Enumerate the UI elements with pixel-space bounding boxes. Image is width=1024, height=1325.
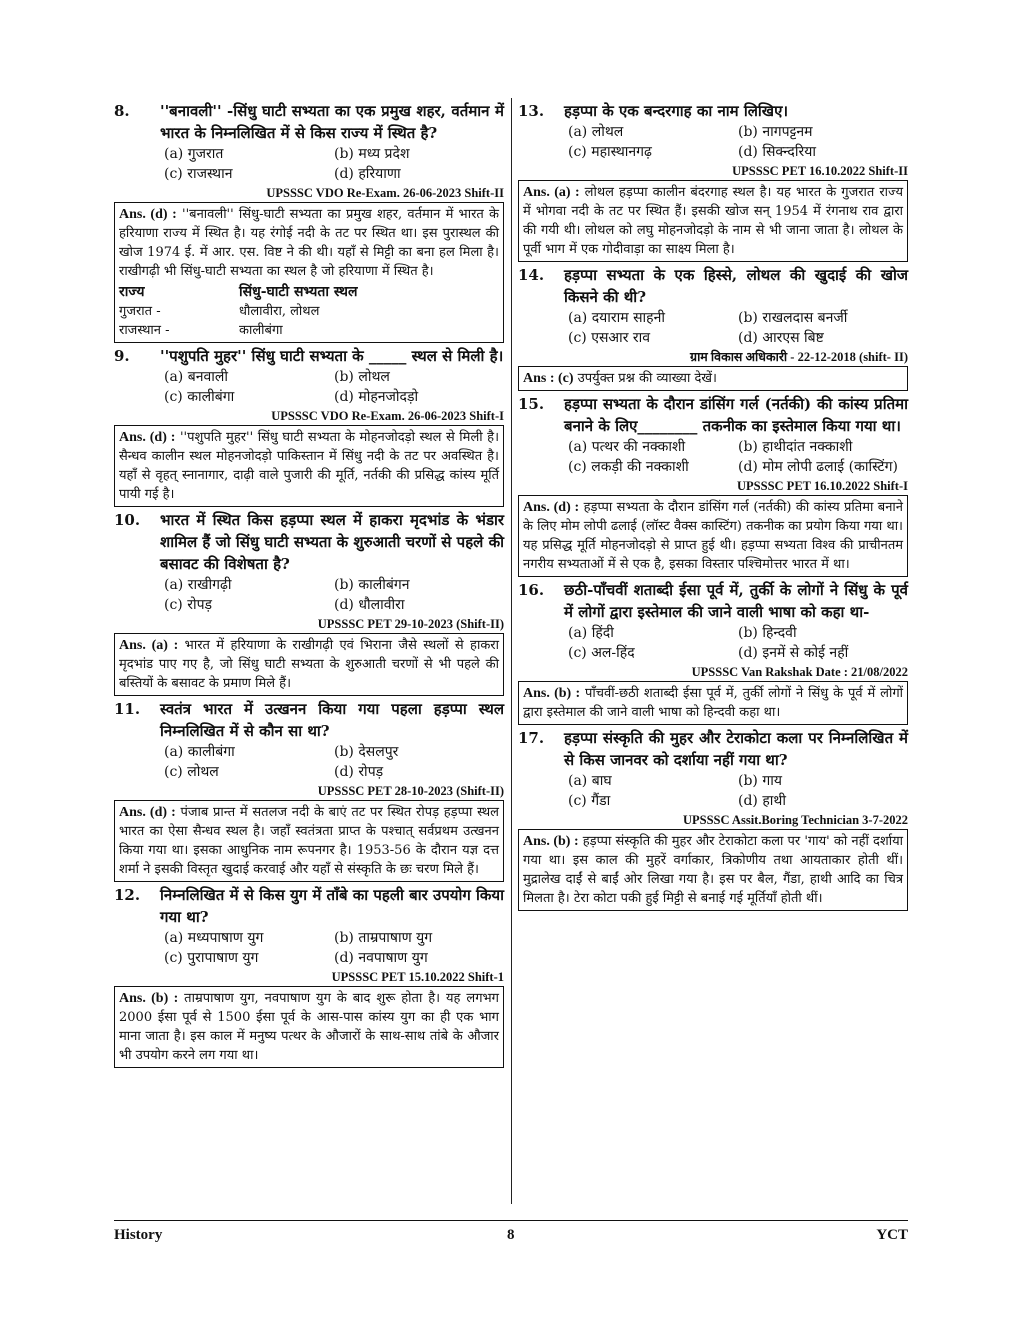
option: (a) हिंदी: [568, 625, 614, 641]
question-text: हड़प्पा संस्कृति की मुहर और टेराकोटा कला पर निम्नलिखित में से किस जानवर को दर्शाया नहीं गया था?: [564, 729, 908, 769]
option: (a) राखीगढ़ी: [164, 577, 232, 593]
option: (b) हाथीदांत नक्काशी: [738, 439, 853, 455]
answer-label: Ans. (d) :: [523, 500, 580, 515]
answer-box: [518, 829, 908, 911]
option: (a) मध्यपाषाण युग: [164, 930, 264, 946]
option: (b) ताम्रपाषाण युग: [334, 930, 433, 946]
option: (b) कालीबंगन: [334, 577, 410, 593]
option: (a) दयाराम साहनी: [568, 310, 665, 326]
answer-text: ''बनावली'' सिंधु-घाटी सभ्यता का प्रमुख शहर, वर्तमान में भारत के हरियाणा राज्य में स्थित है। यह रंगोई नदी के तट पर स्थित था। इस पुरास्थल की खोज 1974 ई. में आर. एस. विष्ट ने की थी। यहाँ से मिट्टी का बना हल मिला है। राखीगढ़ी भी सिंधु-घाटी सभ्यता का स्थल है जो हरियाणा में स्थित है।: [119, 207, 499, 279]
question-text: हड़प्पा के एक बन्दरगाह का नाम लिखिए।: [564, 102, 789, 120]
option: (c) एसआर राव: [568, 330, 651, 346]
column-divider: [511, 98, 512, 1204]
option: (c) राजस्थान: [164, 166, 233, 182]
option: (d) हाथी: [738, 793, 786, 809]
exam-source: UPSSSC VDO Re-Exam. 26-06-2023 Shift-I: [271, 409, 504, 423]
answer-text: पंजाब प्रान्त में सतलज नदी के बाएं तट पर स्थित रोपड़ हड़प्पा स्थल भारत का ऐसा सैन्धव स्थल है। जहाँ स्वतंत्रता प्राप्त के पश्चात् सर्वप्रथम उत्खनन किया गया था। इसका आधुनिक नाम रूपनगर है। 1953-56 के दौरान यज्ञ दत्त शर्मा ने इसकी विस्तृत खुदाई करवाई और यहाँ से संस्कृति के छः चरण मिले हैं।: [119, 805, 499, 877]
answer-text: भारत में हरियाणा के राखीगढ़ी एवं भिराना जैसे स्थलों से हाकरा मृदभांड पाए गए है, जो सिंधु घाटी सभ्यता के शुरुआती चरणों से भी पहले की बस्तियों के बसावट के प्रमाण मिले हैं।: [119, 638, 499, 691]
question: [114, 100, 504, 144]
option: (c) महास्थानगढ़: [568, 144, 652, 160]
option: (b) हिन्दवी: [738, 625, 797, 641]
question-block: [518, 100, 908, 262]
question: [518, 393, 908, 437]
option: (a) बनवाली: [164, 369, 229, 385]
question-number: 8.: [114, 102, 130, 120]
answer-label: Ans. (d) :: [119, 805, 176, 820]
table-header: राज्य: [119, 284, 145, 300]
question-number: 14.: [518, 266, 545, 284]
answer-box: [518, 681, 908, 725]
option: (c) कालीबंगा: [164, 389, 235, 405]
option: (d) नवपाषाण युग: [334, 950, 428, 966]
answer-label: Ans : (c): [523, 371, 574, 386]
options-list: [568, 437, 908, 477]
option: (c) गैंडा: [568, 793, 611, 809]
exam-source: ग्राम विकास अधिकारी - 22-12-2018 (shift- II): [690, 350, 908, 364]
answer-box: [518, 180, 908, 262]
answer-box: [114, 800, 504, 882]
question: [518, 264, 908, 308]
footer-page-number: 8: [507, 1227, 515, 1243]
question-text: ''बनावली'' -सिंधु घाटी सभ्यता का एक प्रमुख शहर, वर्तमान में भारत के निम्नलिखित में से किस राज्य में स्थित है?: [160, 102, 504, 142]
exam-source: UPSSSC Van Rakshak Date : 21/08/2022: [691, 665, 908, 679]
option: (a) पत्थर की नक्काशी: [568, 439, 686, 455]
question-number: 9.: [114, 347, 130, 365]
option: (a) बाघ: [568, 773, 612, 789]
option: (d) मोम लोपी ढलाई (कास्टिंग): [738, 459, 898, 475]
options-list: [568, 771, 908, 811]
question-number: 11.: [114, 700, 141, 718]
question-text: हड़प्पा सभ्यता के एक हिस्से, लोथल की खुदाई की खोज किसने की थी?: [564, 266, 908, 306]
question-number: 10.: [114, 511, 141, 529]
question-block: [114, 884, 504, 1068]
option: (c) लोथल: [164, 764, 219, 780]
question-block: [114, 345, 504, 507]
right-column: [518, 98, 908, 913]
question-number: 17.: [518, 729, 545, 747]
option: (c) लकड़ी की नक्काशी: [568, 459, 689, 475]
options-list: [164, 928, 504, 968]
option: (d) हरियाणा: [334, 166, 401, 182]
footer-brand: YCT: [876, 1227, 908, 1243]
question-text: छठी-पाँचवीं शताब्दी ईसा पूर्व में, तुर्की के लोगों ने सिंधु के पूर्व में लोगों द्वारा इस्तेमाल की जाने वाली भाषा को कहा था-: [564, 581, 908, 621]
option: (b) राखलदास बनर्जी: [738, 310, 848, 326]
answer-text: हड़प्पा संस्कृति की मुहर और टेराकोटा कला पर 'गाय' को नहीं दर्शाया गया था। इस काल की मुहरें वर्गाकार, त्रिकोणीय तथा आयताकार होती थीं। मुद्रालेख दाईं से बाईं ओर लिखा गया है। इस पर बैल, गैंडा, हाथी आदि का चित्र मिलता है। टेरा कोटा पकी हुई मिट्टी से बनाई गई मूर्तियाँ होती थीं।: [523, 834, 903, 906]
option: (d) मोहनजोदड़ो: [334, 389, 419, 405]
table-cell: राजस्थान -: [119, 323, 170, 338]
option: (b) देसलपुर: [334, 744, 399, 760]
footer-subject: History: [114, 1227, 163, 1243]
answer-label: Ans. (b) :: [523, 686, 581, 701]
option: (d) रोपड़: [334, 764, 384, 780]
answer-label: Ans. (d) :: [119, 430, 176, 445]
question: [114, 884, 504, 928]
options-list: [164, 144, 504, 184]
question: [518, 100, 908, 122]
left-column: [114, 98, 504, 1070]
page-footer: [114, 1220, 908, 1243]
question: [114, 698, 504, 742]
table-header: सिंधु-घाटी सभ्यता स्थल: [239, 284, 358, 300]
question-number: 15.: [518, 395, 545, 413]
option: (c) पुरापाषाण युग: [164, 950, 259, 966]
answer-text: हड़प्पा सभ्यता के दौरान डांसिंग गर्ल (नर्तकी) की कांस्य प्रतिमा बनाने के लिए मोम लोपी ढलाई (लॉस्ट वैक्स कास्टिंग) तकनीक का प्रयोग किया गया था। यह प्रसिद्ध मूर्ति मोहनजोदड़ो से प्राप्त हुई थी। हड़प्पा सभ्यता विश्व की प्राचीनतम नगरीय सभ्यताओं में से एक है, इसका विस्तार पश्चिमोत्तर भारत में था।: [523, 500, 903, 572]
option: (c) रोपड़: [164, 597, 213, 613]
question-number: 12.: [114, 886, 141, 904]
table-cell: धौलावीरा, लोथल: [239, 304, 320, 319]
options-list: [568, 623, 908, 663]
question-block: [114, 698, 504, 882]
exam-source: UPSSSC Assit.Boring Technician 3-7-2022: [682, 813, 908, 827]
answer-text: ''पशुपति मुहर'' सिंधु घाटी सभ्यता के मोहनजोदड़ो स्थल से मिली है। सैन्धव कालीन स्थल मोहनजोदड़ो पाकिस्तान में सिंधु नदी के तट पर अवस्थित है। यहाँ से वृहत् स्नानागार, दाढ़ी वाले पुजारी की मूर्ति, नर्तकी की प्रसिद्ध कांस्य मूर्ति पायी गई है।: [119, 430, 499, 502]
option: (b) लोथल: [334, 369, 390, 385]
exam-source: UPSSSC VDO Re-Exam. 26-06-2023 Shift-II: [266, 186, 504, 200]
answer-box: [114, 425, 504, 507]
answer-label: Ans. (d) :: [119, 207, 177, 222]
exam-source: UPSSSC PET 16.10.2022 Shift-II: [732, 164, 908, 178]
answer-box: [518, 495, 908, 577]
answer-label: Ans. (b) :: [119, 991, 179, 1006]
option: (a) लोथल: [568, 124, 624, 140]
question-text: स्वतंत्र भारत में उत्खनन किया गया पहला हड़प्पा स्थल निम्नलिखित में से कौन सा था?: [160, 700, 504, 740]
question-number: 13.: [518, 102, 545, 120]
option: (a) गुजरात: [164, 146, 224, 162]
page-body: [112, 98, 908, 1258]
exam-source: UPSSSC PET 15.10.2022 Shift-1: [331, 970, 504, 984]
answer-label: Ans. (a) :: [523, 185, 580, 200]
answer-box: [114, 986, 504, 1068]
answer-text: उपर्युक्त प्रश्न की व्याख्या देखें।: [573, 371, 717, 386]
question-block: [114, 100, 504, 343]
question-block: [518, 579, 908, 725]
question-number: 16.: [518, 581, 545, 599]
table-cell: कालीबंगा: [239, 323, 283, 338]
answer-label: Ans. (b) :: [523, 834, 579, 849]
option: (b) गाय: [738, 773, 782, 789]
options-list: [568, 308, 908, 348]
options-list: [164, 575, 504, 615]
question-block: [518, 264, 908, 391]
answer-label: Ans. (a) :: [119, 638, 179, 653]
question: [518, 727, 908, 771]
question-text: निम्नलिखित में से किस युग में ताँबे का पहली बार उपयोग किया गया था?: [160, 886, 504, 926]
options-list: [164, 742, 504, 782]
option: (a) कालीबंगा: [164, 744, 235, 760]
option: (d) इनमें से कोई नहीं: [738, 645, 849, 661]
answer-box: [518, 366, 908, 391]
answer-box: [114, 633, 504, 696]
option: (d) आरएस बिष्ट: [738, 330, 824, 346]
answer-box: [114, 202, 504, 343]
option: (d) धौलावीरा: [334, 597, 405, 613]
question-block: [518, 393, 908, 577]
answer-text: पाँचवीं-छठी शताब्दी ईसा पूर्व में, तुर्की लोगों ने सिंधु के पूर्व में लोगों द्वारा इस्तेमाल की जाने वाली भाषा को हिन्दवी कहा था।: [523, 686, 904, 720]
question-text: हड़प्पा सभ्यता के दौरान डांसिंग गर्ल (नर्तकी) की कांस्य प्रतिमा बनाने के लिए________ तकनीक का इस्तेमाल किया गया था।: [564, 395, 908, 435]
question-block: [518, 727, 908, 911]
question: [518, 579, 908, 623]
options-list: [568, 122, 908, 162]
exam-source: UPSSSC PET 29-10-2023 (Shift-II): [317, 617, 504, 631]
option: (b) नागपट्टनम: [738, 124, 813, 140]
question-block: [114, 509, 504, 696]
question-text: भारत में स्थित किस हड़प्पा स्थल में हाकरा मृदभांड के भंडार शामिल हैं जो सिंधु घाटी सभ्यता के शुरुआती चरणों से पहले की बसावट की विशेषता है?: [160, 511, 504, 573]
sites-table: [119, 283, 499, 340]
question: [114, 509, 504, 575]
exam-source: UPSSSC PET 16.10.2022 Shift-I: [737, 479, 908, 493]
question: [114, 345, 504, 367]
answer-text: लोथल हड़प्पा कालीन बंदरगाह स्थल है। यह भारत के गुजरात राज्य में भोगवा नदी के तट पर स्थित हैं। इसकी खोज सन् 1954 में रंगनाथ राव द्वारा की गयी थी। लोथल को लघु मोहनजोदड़ो के नाम से भी जाना जाता है। लोथल के पूर्वी भाग में एक गोदीवाड़ा का साक्ष्य मिला है।: [523, 185, 903, 257]
answer-text: ताम्रपाषाण युग, नवपाषाण युग के बाद शुरू होता है। यह लगभग 2000 ईसा पूर्व से 1500 ईसा पूर्व के आस-पास कांस्य युग का ही एक भाग माना जाता है। इस काल में मनुष्य पत्थर के औजारों के साथ-साथ तांबे के औजार भी उपयोग करने लग गया था।: [119, 991, 499, 1063]
table-cell: गुजरात -: [119, 304, 161, 319]
option: (b) मध्य प्रदेश: [334, 146, 410, 162]
option: (c) अल-हिंद: [568, 645, 635, 661]
question-text: ''पशुपति मुहर'' सिंधु घाटी सभ्यता के _____ स्थल से मिली है।: [160, 347, 504, 365]
options-list: [164, 367, 504, 407]
exam-source: UPSSSC PET 28-10-2023 (Shift-II): [317, 784, 504, 798]
option: (d) सिक्न्दरिया: [738, 144, 816, 160]
